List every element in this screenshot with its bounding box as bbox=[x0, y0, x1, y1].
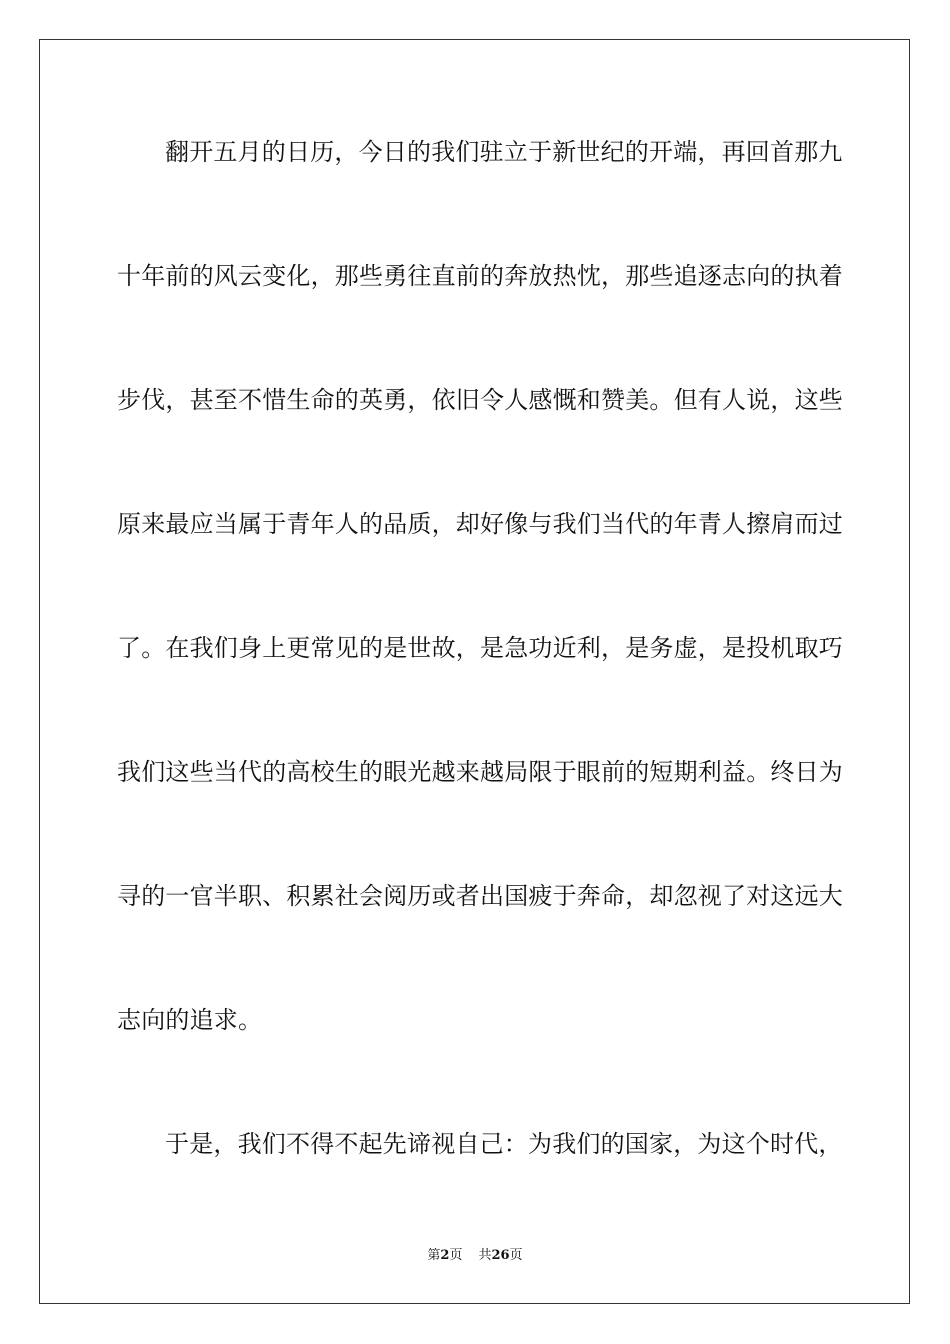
paragraph-2-line-1: 于是，我们不得不起先谛视自己：为我们的国家，为这个时代， bbox=[165, 1130, 843, 1158]
page-number: 2 bbox=[440, 1248, 450, 1263]
paragraph-1-line-1: 翻开五月的日历，今日的我们驻立于新世纪的开端，再回首那九 bbox=[165, 138, 843, 166]
page-footer bbox=[0, 1247, 950, 1265]
paragraph-1-line-3: 步伐，甚至不惜生命的英勇，依旧令人感慨和赞美。但有人说，这些 bbox=[117, 386, 843, 414]
page-prefix: 第 bbox=[427, 1248, 441, 1263]
total-prefix: 共 bbox=[478, 1248, 492, 1263]
paragraph-1-line-6: 我们这些当代的高校生的眼光越来越局限于眼前的短期利益。终日为 bbox=[117, 758, 843, 786]
paragraph-1-line-4: 原来最应当属于青年人的品质，却好像与我们当代的年青人擦肩而过 bbox=[117, 510, 843, 538]
page-frame bbox=[39, 39, 910, 1304]
paragraph-1-line-5: 了。在我们身上更常见的是世故，是急功近利，是务虚，是投机取巧 bbox=[117, 634, 843, 662]
total-pages: 26 bbox=[491, 1248, 510, 1263]
paragraph-1-line-8: 志向的追求。 bbox=[117, 1006, 263, 1034]
page-suffix: 页 bbox=[449, 1248, 463, 1263]
paragraph-1-line-7: 寻的一官半职、积累社会阅历或者出国疲于奔命，却忽视了对这远大 bbox=[117, 882, 843, 910]
total-suffix: 页 bbox=[509, 1248, 523, 1263]
paragraph-1-line-2: 十年前的风云变化，那些勇往直前的奔放热忱，那些追逐志向的执着 bbox=[117, 262, 843, 290]
